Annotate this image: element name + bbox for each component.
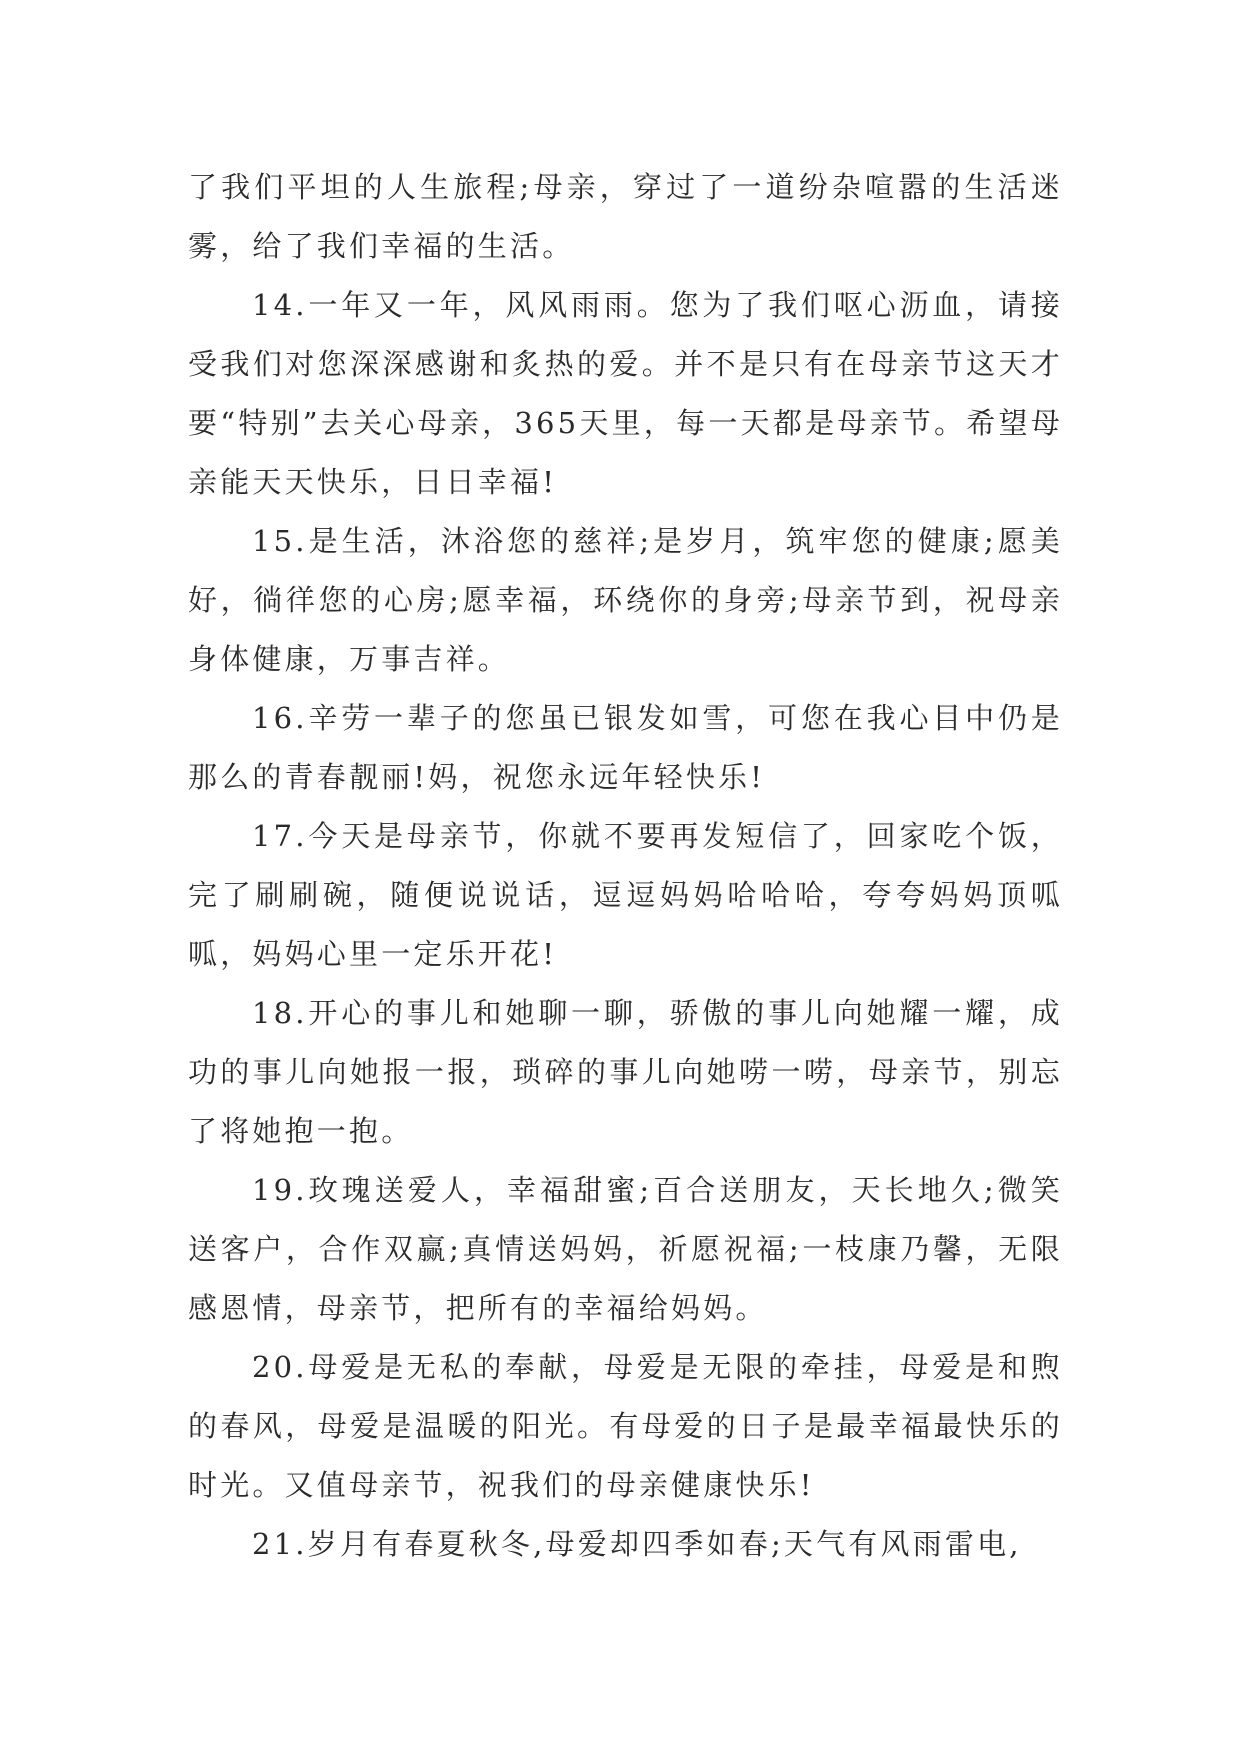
paragraph-item-21: 21.岁月有春夏秋冬,母爱却四季如春;天气有风雨雷电,: [252, 1527, 1022, 1561]
paragraph-item-18: 18.开心的事儿和她聊一聊，骄傲的事儿向她耀一耀，成功的事儿向她报一报，琐碎的事儿向她唠一唠，母亲节，别忘了将她抱一抱。: [188, 996, 1063, 1148]
paragraph-item-16: 16.辛劳一辈子的您虽已银发如雪，可您在我心目中仍是那么的青春靓丽!妈，祝您永远年轻快乐!: [188, 701, 1063, 794]
paragraph-item-14: 14.一年又一年，风风雨雨。您为了我们呕心沥血，请接受我们对您深深感谢和炙热的爱。并不是只有在母亲节这天才要“特别”去关心母亲，365天里，每一天都是母亲节。希望母亲能天天快乐，日日幸福!: [188, 288, 1063, 499]
document-body: [188, 158, 1063, 1574]
paragraph-item-17: 17.今天是母亲节，你就不要再发短信了，回家吃个饭，完了刷刷碗，随便说说话，逗逗妈妈哈哈哈，夸夸妈妈顶呱呱，妈妈心里一定乐开花!: [188, 819, 1063, 971]
paragraph-item-19: 19.玫瑰送爱人，幸福甜蜜;百合送朋友，天长地久;微笑送客户，合作双赢;真情送妈妈，祈愿祝福;一枝康乃馨，无限感恩情，母亲节，把所有的幸福给妈妈。: [188, 1173, 1063, 1325]
paragraph-item-15: 15.是生活，沐浴您的慈祥;是岁月，筑牢您的健康;愿美好，徜徉您的心房;愿幸福，环绕你的身旁;母亲节到，祝母亲身体健康，万事吉祥。: [188, 524, 1063, 676]
paragraph-item-20: 20.母爱是无私的奉献，母爱是无限的牵挂，母爱是和煦的春风，母爱是温暖的阳光。有母爱的日子是最幸福最快乐的时光。又值母亲节，祝我们的母亲健康快乐!: [188, 1350, 1063, 1502]
paragraph-continuation: 了我们平坦的人生旅程;母亲，穿过了一道纷杂喧嚣的生活迷雾，给了我们幸福的生活。: [188, 170, 1063, 263]
